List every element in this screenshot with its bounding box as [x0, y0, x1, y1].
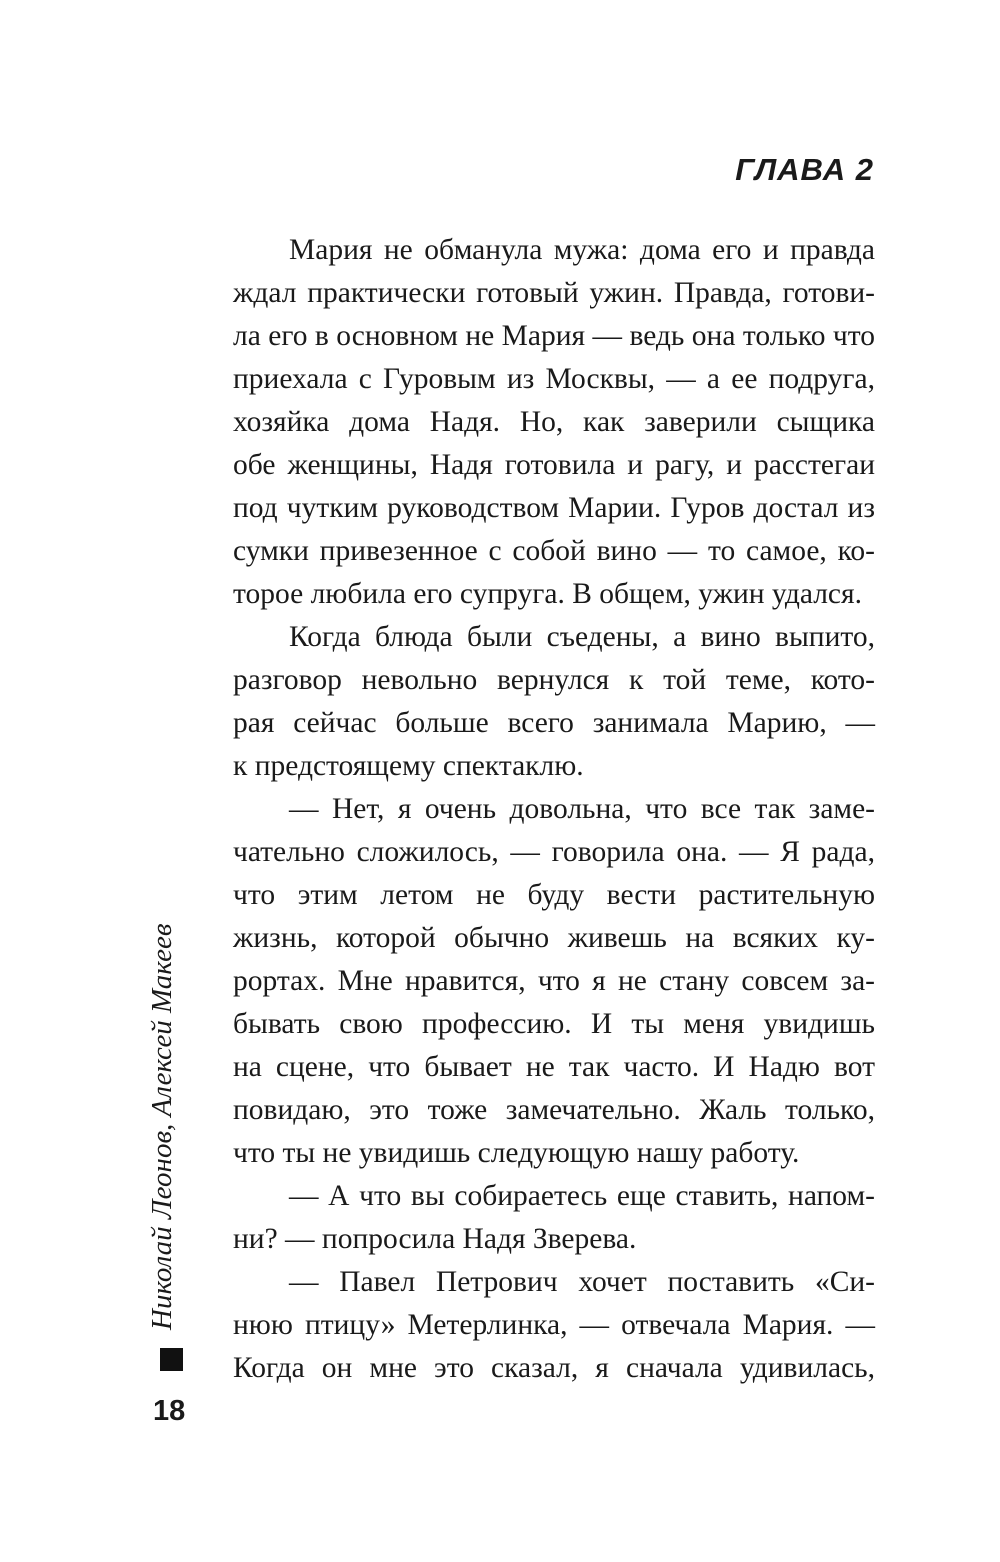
text-line: чательно сложилось, — говорила она. — Я рада, — [233, 836, 875, 868]
running-author-header: Николай Леонов, Алексей Макеев — [146, 923, 178, 1330]
text-line: Мария не обманула мужа: дома его и правда — [289, 234, 875, 266]
text-line: — Нет, я очень довольна, что все так заме- — [289, 793, 875, 825]
page-number: 18 — [153, 1395, 186, 1427]
text-line: обе женщины, Надя готовила и рагу, и расстегаи — [233, 449, 875, 481]
text-line: ла его в основном не Мария — ведь она только что — [233, 320, 875, 352]
text-line: к предстоящему спектаклю. — [233, 750, 584, 782]
chapter-title: ГЛАВА 2 — [735, 152, 874, 187]
text-line: ждал практически готовый ужин. Правда, готови- — [233, 277, 875, 309]
text-line: нюю птицу» Метерлинка, — отвечала Мария. — — [233, 1309, 875, 1341]
text-line: под чутким руководством Марии. Гуров достал из — [233, 492, 875, 524]
text-line: торое любила его супруга. В общем, ужин удался. — [233, 578, 862, 610]
text-line: Когда он мне это сказал, я сначала удивилась, — [233, 1352, 875, 1384]
text-line: — А что вы собираетесь еще ставить, напом- — [289, 1180, 875, 1212]
text-line: жизнь, которой обычно живешь на всяких ку- — [233, 922, 875, 954]
text-line: что ты не увидишь следующую нашу работу. — [233, 1137, 800, 1169]
text-line: Когда блюда были съедены, а вино выпито, — [289, 621, 875, 653]
text-line: бывать свою профессию. И ты меня увидишь — [233, 1008, 875, 1040]
body-text — [233, 229, 875, 1390]
text-line: — Павел Петрович хочет поставить «Си- — [289, 1266, 875, 1298]
text-line: приехала с Гуровым из Москвы, — а ее подруга, — [233, 363, 875, 395]
text-line: разговор невольно вернулся к той теме, кото- — [233, 664, 875, 696]
text-line: ни? — попросила Надя Зверева. — [233, 1223, 637, 1255]
text-line: повидаю, это тоже замечательно. Жаль только, — [233, 1094, 875, 1126]
text-line: хозяйка дома Надя. Но, как заверили сыщика — [233, 406, 875, 438]
square-marker-icon — [160, 1348, 183, 1371]
text-line: на сцене, что бывает не так часто. И Надю вот — [233, 1051, 875, 1083]
text-line: рая сейчас больше всего занимала Марию, — — [233, 707, 875, 739]
text-line: рортах. Мне нравится, что я не стану совсем за- — [233, 965, 875, 997]
text-line: что этим летом не буду вести растительную — [233, 879, 875, 911]
text-line: сумки привезенное с собой вино — то самое, ко- — [233, 535, 875, 567]
